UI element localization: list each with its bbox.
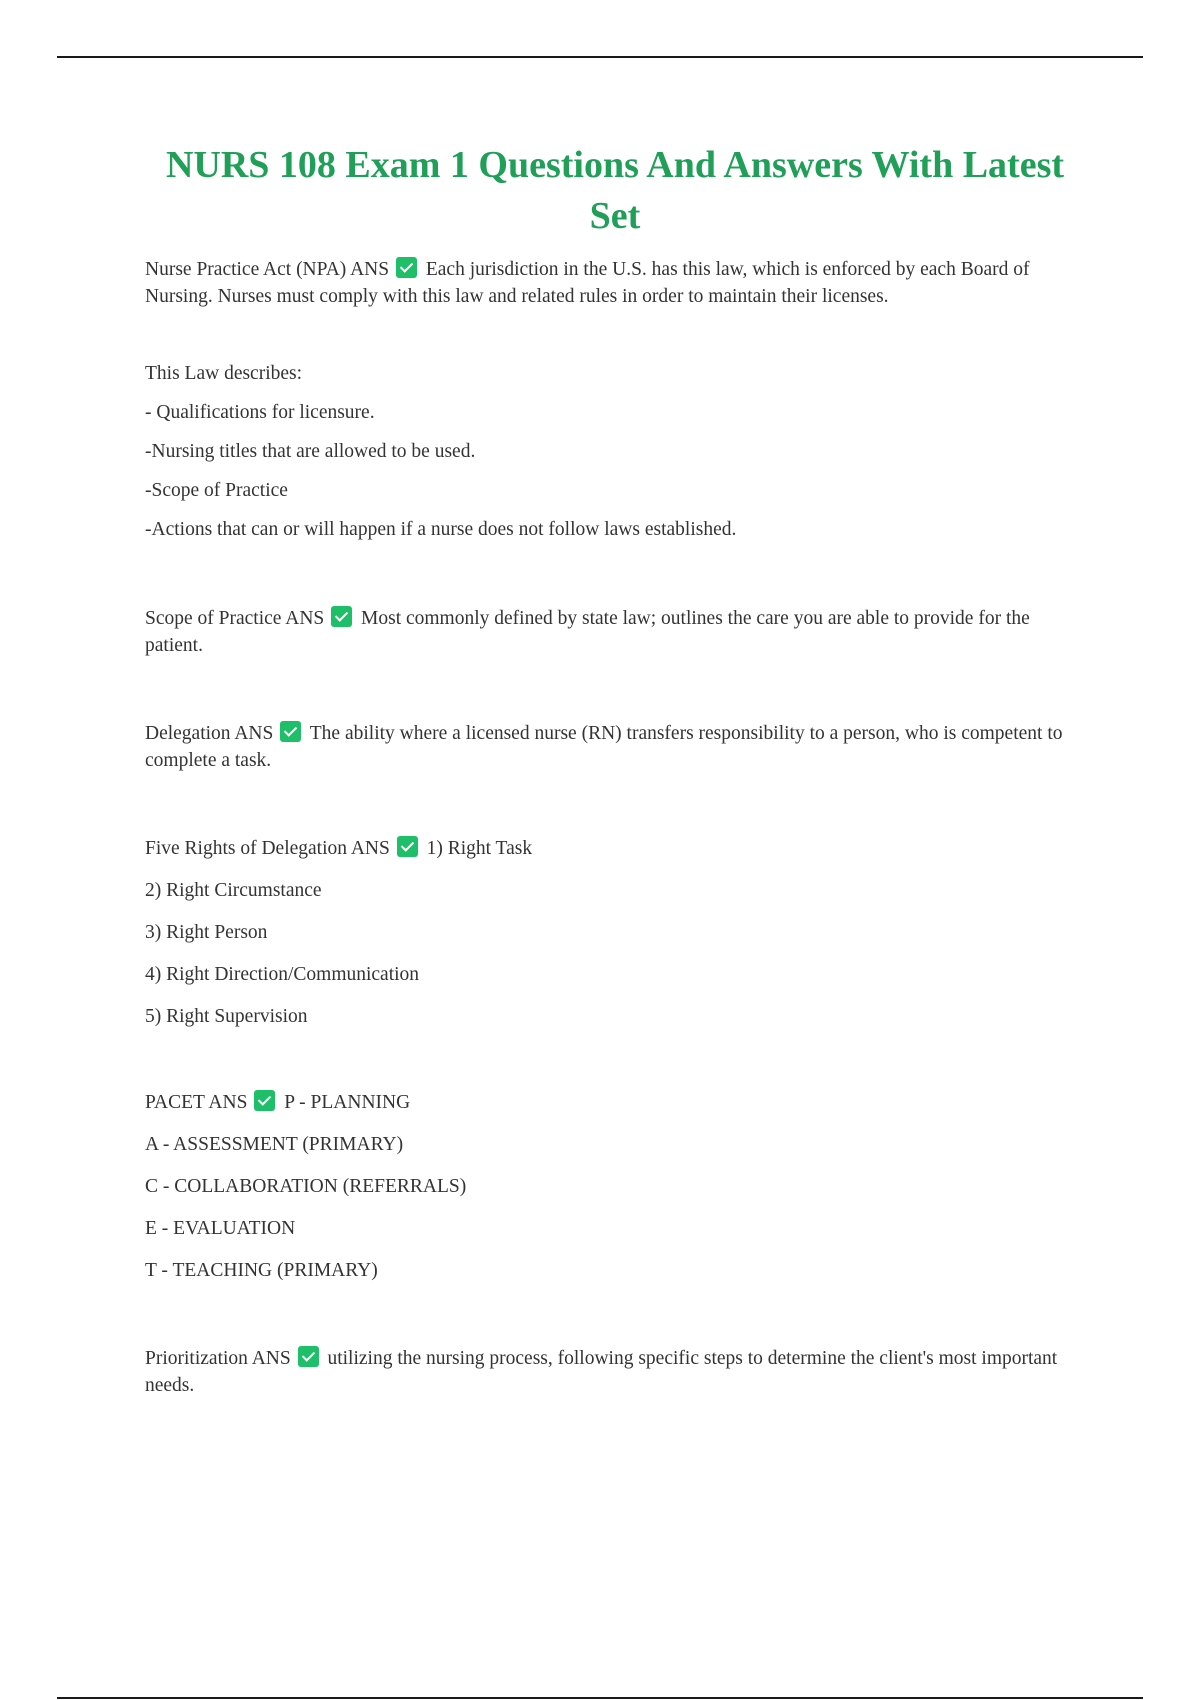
list-item: E - EVALUATION bbox=[145, 1218, 296, 1239]
check-mark-icon bbox=[280, 721, 301, 742]
answer: utilizing the nursing process, following specific steps to determine the client's most important needs. bbox=[145, 1348, 1058, 1396]
answer: Each jurisdiction in the U.S. has this law, which is enforced by each Board of Nursing. Nurses must comply with this law and related rules in order to maintain their licenses. bbox=[145, 259, 1030, 307]
text-line: This Law describes: bbox=[145, 363, 303, 384]
term: Prioritization ANS bbox=[145, 1348, 291, 1369]
check-mark-icon bbox=[254, 1090, 275, 1111]
list-item: A - ASSESSMENT (PRIMARY) bbox=[145, 1134, 404, 1155]
term: Delegation ANS bbox=[145, 723, 274, 744]
qa-entry-scope-of-practice bbox=[145, 605, 1085, 659]
list-item: -Nursing titles that are allowed to be used. bbox=[145, 441, 476, 462]
list-item: - Qualifications for licensure. bbox=[145, 402, 375, 423]
term: Scope of Practice ANS bbox=[145, 608, 325, 629]
qa-entry-five-rights bbox=[145, 835, 1085, 862]
term: Five Rights of Delegation ANS bbox=[145, 838, 390, 859]
list-item: 3) Right Person bbox=[145, 922, 268, 943]
check-mark-icon bbox=[298, 1346, 319, 1367]
term: PACET ANS bbox=[145, 1092, 248, 1113]
top-rule bbox=[57, 56, 1143, 58]
list-item: -Actions that can or will happen if a nurse does not follow laws established. bbox=[145, 519, 737, 540]
qa-entry-prioritization bbox=[145, 1345, 1085, 1399]
list-item: 2) Right Circumstance bbox=[145, 880, 322, 901]
list-item: -Scope of Practice bbox=[145, 480, 288, 501]
answer: 1) Right Task bbox=[426, 838, 533, 859]
check-mark-icon bbox=[396, 257, 417, 278]
qa-entry-npa bbox=[145, 256, 1085, 310]
check-mark-icon bbox=[397, 836, 418, 857]
list-item: 5) Right Supervision bbox=[145, 1006, 308, 1027]
answer: P - PLANNING bbox=[284, 1092, 411, 1113]
qa-entry-delegation bbox=[145, 720, 1085, 774]
term: Nurse Practice Act (NPA) ANS bbox=[145, 259, 390, 280]
check-mark-icon bbox=[331, 606, 352, 627]
document bbox=[145, 140, 1085, 1399]
list-item: C - COLLABORATION (REFERRALS) bbox=[145, 1176, 467, 1197]
list-item: 4) Right Direction/Communication bbox=[145, 964, 420, 985]
answer: Most commonly defined by state law; outlines the care you are able to provide for the patient. bbox=[145, 608, 1030, 656]
bottom-rule bbox=[57, 1697, 1143, 1699]
list-item: T - TEACHING (PRIMARY) bbox=[145, 1260, 378, 1281]
page-title: NURS 108 Exam 1 Questions And Answers With Latest Set bbox=[165, 144, 1065, 237]
qa-entry-pacet bbox=[145, 1089, 1085, 1116]
answer: The ability where a licensed nurse (RN) transfers responsibility to a person, who is competent to complete a task. bbox=[145, 723, 1063, 771]
